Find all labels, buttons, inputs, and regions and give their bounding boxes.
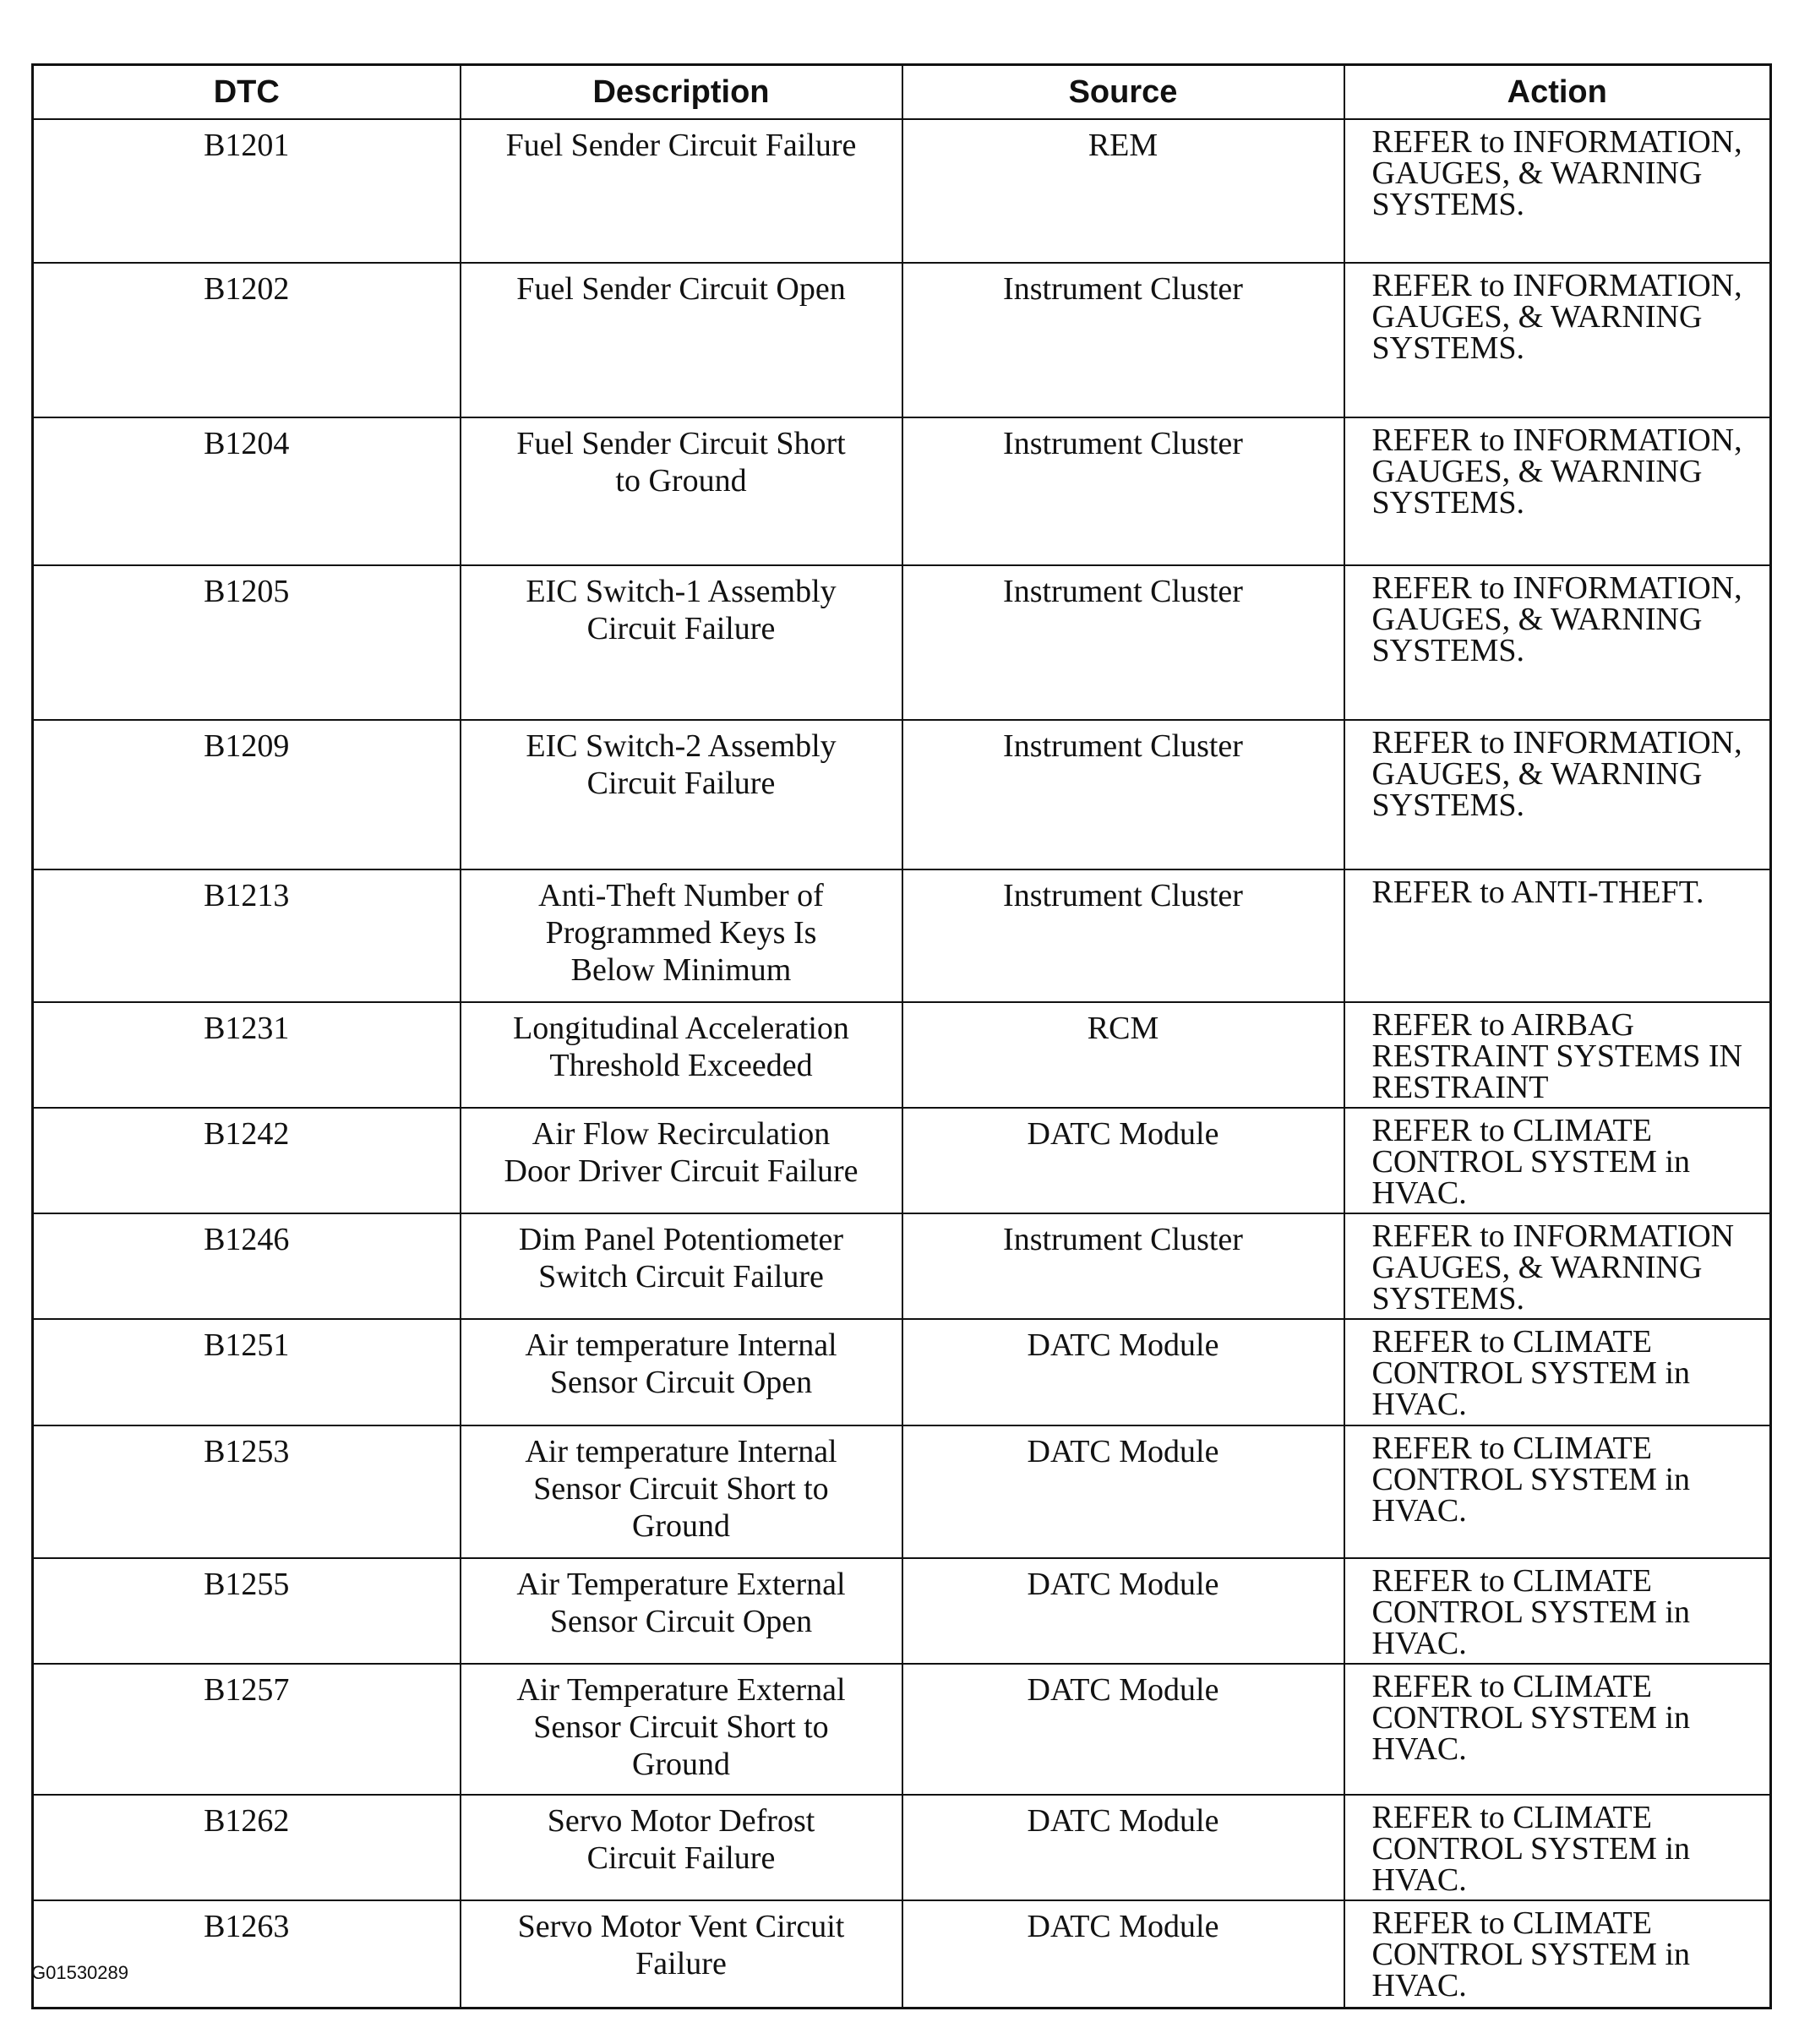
- dtc-source: DATC Module: [902, 1795, 1344, 1900]
- dtc-table: [31, 63, 1772, 2009]
- dtc-action: REFER to CLIMATE CONTROL SYSTEM in HVAC.: [1344, 1664, 1771, 1795]
- dtc-description: Fuel Sender Circuit Failure: [461, 119, 902, 263]
- dtc-code: B1242: [33, 1108, 461, 1213]
- dtc-description: Fuel Sender Circuit Short to Ground: [461, 417, 902, 565]
- dtc-code: B1262: [33, 1795, 461, 1900]
- dtc-source: Instrument Cluster: [902, 869, 1344, 1002]
- dtc-description: Air temperature Internal Sensor Circuit Open: [461, 1319, 902, 1425]
- dtc-source: DATC Module: [902, 1558, 1344, 1664]
- dtc-code: B1251: [33, 1319, 461, 1425]
- dtc-description: Dim Panel Potentiometer Switch Circuit Failure: [461, 1213, 902, 1319]
- dtc-description: Air Flow Recirculation Door Driver Circuit Failure: [461, 1108, 902, 1213]
- dtc-action: REFER to CLIMATE CONTROL SYSTEM in HVAC.: [1344, 1795, 1771, 1900]
- dtc-action: REFER to AIRBAG RESTRAINT SYSTEMS IN RESTRAINT: [1344, 1002, 1771, 1108]
- column-header-description: Description: [461, 65, 902, 120]
- table-row: [33, 869, 1771, 1002]
- dtc-action: REFER to INFORMATION GAUGES, & WARNING SYSTEMS.: [1344, 1213, 1771, 1319]
- dtc-source: Instrument Cluster: [902, 1213, 1344, 1319]
- dtc-code: B1257: [33, 1664, 461, 1795]
- dtc-code: B1246: [33, 1213, 461, 1319]
- column-header-dtc: DTC: [33, 65, 461, 120]
- dtc-source: DATC Module: [902, 1108, 1344, 1213]
- dtc-description: EIC Switch-2 Assembly Circuit Failure: [461, 720, 902, 869]
- dtc-source: Instrument Cluster: [902, 720, 1344, 869]
- dtc-action: REFER to INFORMATION, GAUGES, & WARNING SYSTEMS.: [1344, 565, 1771, 720]
- table-row: [33, 119, 1771, 263]
- table-body: [33, 119, 1771, 2008]
- table-row: [33, 1795, 1771, 1900]
- dtc-source: DATC Module: [902, 1425, 1344, 1558]
- table-row: [33, 1900, 1771, 2008]
- dtc-description: Fuel Sender Circuit Open: [461, 263, 902, 417]
- dtc-action: REFER to INFORMATION, GAUGES, & WARNING SYSTEMS.: [1344, 263, 1771, 417]
- dtc-code: B1255: [33, 1558, 461, 1664]
- dtc-code: B1231: [33, 1002, 461, 1108]
- dtc-action: REFER to CLIMATE CONTROL SYSTEM in HVAC.: [1344, 1425, 1771, 1558]
- table-row: [33, 1425, 1771, 1558]
- dtc-action: REFER to INFORMATION, GAUGES, & WARNING SYSTEMS.: [1344, 119, 1771, 263]
- dtc-code: B1213: [33, 869, 461, 1002]
- column-header-action: Action: [1344, 65, 1771, 120]
- dtc-description: Air Temperature External Sensor Circuit Open: [461, 1558, 902, 1664]
- dtc-description: Anti-Theft Number of Programmed Keys Is Below Minimum: [461, 869, 902, 1002]
- dtc-action: REFER to CLIMATE CONTROL SYSTEM in HVAC.: [1344, 1900, 1771, 2008]
- figure-id: G01530289: [31, 1962, 128, 1983]
- dtc-source: RCM: [902, 1002, 1344, 1108]
- dtc-description: EIC Switch-1 Assembly Circuit Failure: [461, 565, 902, 720]
- dtc-source: REM: [902, 119, 1344, 263]
- table-row: [33, 263, 1771, 417]
- dtc-code: B1209: [33, 720, 461, 869]
- dtc-source: DATC Module: [902, 1664, 1344, 1795]
- dtc-action: REFER to CLIMATE CONTROL SYSTEM in HVAC.: [1344, 1319, 1771, 1425]
- table-header-row: [33, 65, 1771, 120]
- dtc-code: B1204: [33, 417, 461, 565]
- dtc-description: Air temperature Internal Sensor Circuit Short to Ground: [461, 1425, 902, 1558]
- table-row: [33, 1319, 1771, 1425]
- dtc-source: Instrument Cluster: [902, 565, 1344, 720]
- table-row: [33, 417, 1771, 565]
- table-row: [33, 1664, 1771, 1795]
- dtc-action: REFER to CLIMATE CONTROL SYSTEM in HVAC.: [1344, 1558, 1771, 1664]
- dtc-description: Air Temperature External Sensor Circuit Short to Ground: [461, 1664, 902, 1795]
- dtc-source: DATC Module: [902, 1900, 1344, 2008]
- dtc-code: B1205: [33, 565, 461, 720]
- table-row: [33, 1108, 1771, 1213]
- dtc-source: DATC Module: [902, 1319, 1344, 1425]
- dtc-action: REFER to INFORMATION, GAUGES, & WARNING SYSTEMS.: [1344, 417, 1771, 565]
- dtc-description: Longitudinal Acceleration Threshold Exceeded: [461, 1002, 902, 1108]
- dtc-description: Servo Motor Defrost Circuit Failure: [461, 1795, 902, 1900]
- dtc-code: B1263: [33, 1900, 461, 2008]
- dtc-code: B1202: [33, 263, 461, 417]
- table-row: [33, 1002, 1771, 1108]
- dtc-code: B1201: [33, 119, 461, 263]
- dtc-action: REFER to CLIMATE CONTROL SYSTEM in HVAC.: [1344, 1108, 1771, 1213]
- dtc-code: B1253: [33, 1425, 461, 1558]
- dtc-source: Instrument Cluster: [902, 263, 1344, 417]
- dtc-description: Servo Motor Vent Circuit Failure: [461, 1900, 902, 2008]
- dtc-action: REFER to INFORMATION, GAUGES, & WARNING SYSTEMS.: [1344, 720, 1771, 869]
- dtc-source: Instrument Cluster: [902, 417, 1344, 565]
- table-row: [33, 720, 1771, 869]
- dtc-action: REFER to ANTI-THEFT.: [1344, 869, 1771, 1002]
- table-row: [33, 565, 1771, 720]
- table-row: [33, 1558, 1771, 1664]
- column-header-source: Source: [902, 65, 1344, 120]
- table-row: [33, 1213, 1771, 1319]
